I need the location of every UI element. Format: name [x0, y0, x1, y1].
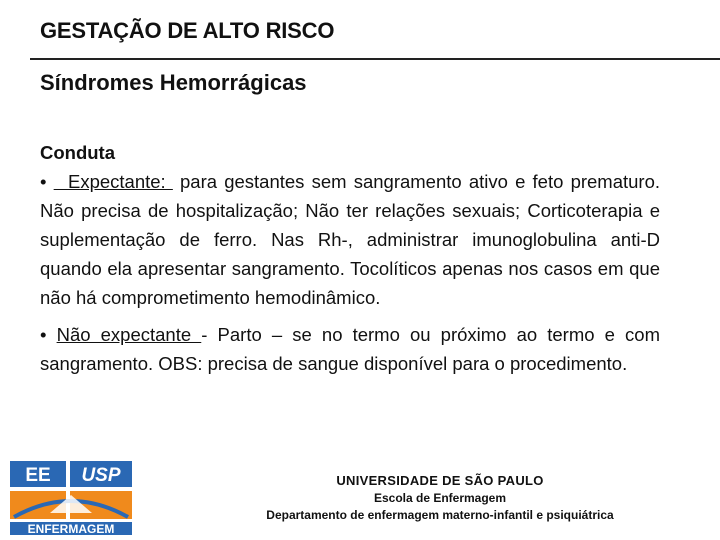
- logo-usp-text: USP: [81, 465, 121, 486]
- school-name: Escola de Enfermagem: [373, 491, 507, 505]
- bullet-label-nao-expectante: Não expectante: [56, 324, 202, 345]
- slide-subtitle: Síndromes Hemorrágicas: [40, 70, 307, 95]
- bullet-marker: •: [40, 171, 47, 192]
- logo-ee-text: EE: [25, 465, 51, 486]
- department-name: Departamento de enfermagem materno-infantil e psiquiátrica: [266, 508, 614, 522]
- bullet-text-expectante: para gestantes sem sangramento ativo e feto prematuro. Não precisa de hospitalização; Não ter relações sexuais; Corticoterapia e suplementação de ferro. Nas Rh-, administrar imunoglobulina anti-D quando ela apresentar sangramento. Tocolíticos apenas nos casos em que não há comprometimento hemodinâmico.: [40, 171, 661, 308]
- bullet-expectante: [40, 167, 660, 312]
- footer: [0, 455, 720, 540]
- bullet-label-expectante: Expectante:: [53, 171, 173, 192]
- ee-usp-logo: [10, 461, 132, 535]
- university-name: UNIVERSIDADE DE SÃO PAULO: [336, 473, 544, 488]
- slide-content: [40, 138, 660, 378]
- section-heading: Conduta: [40, 142, 116, 163]
- logo-enfermagem-text: ENFERMAGEM: [27, 522, 115, 535]
- title-divider: [30, 58, 720, 60]
- bullet-marker: •: [40, 324, 47, 345]
- bullet-nao-expectante: [40, 320, 660, 378]
- page-title: GESTAÇÃO DE ALTO RISCO: [40, 18, 335, 43]
- bullet-text-nao-expectante: - Parto – se no termo ou próximo ao termo e com sangramento. OBS: precisa de sangue disponível para o procedimento.: [40, 324, 661, 374]
- institution-info: [160, 473, 720, 522]
